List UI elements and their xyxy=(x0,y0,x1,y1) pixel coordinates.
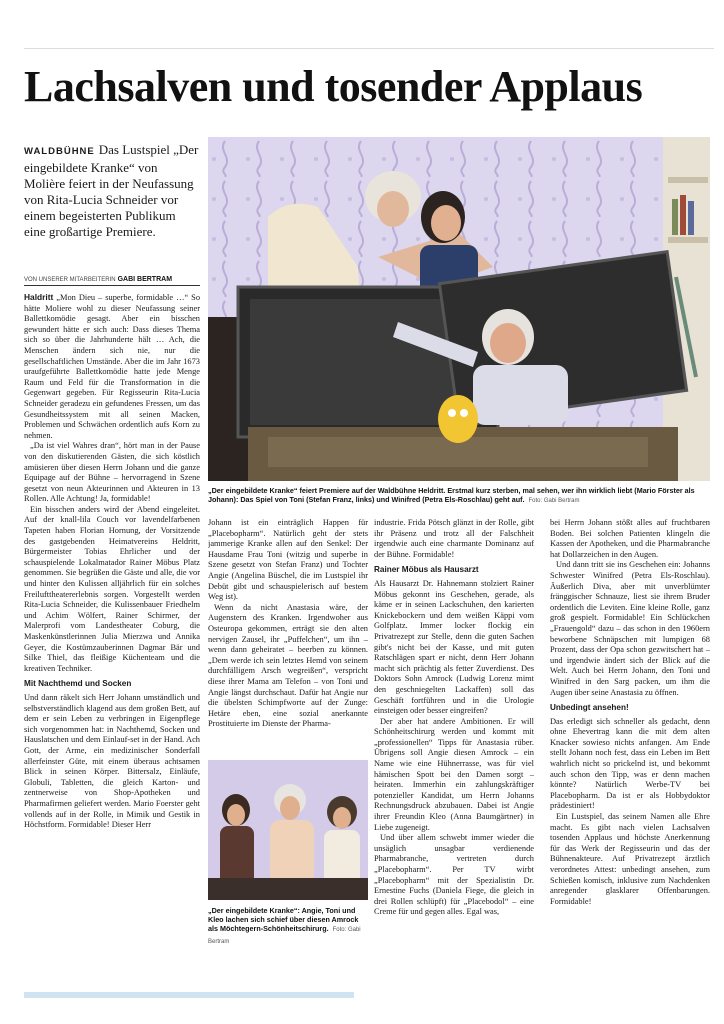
col4-paragraph: bei Herrn Johann stößt alles auf fruchtbaren Boden. Bei solchen Patienten klingeln die Kassen der Apotheken, und die Pharmabranche hat Dollarzeichen in den Augen. xyxy=(550,518,710,559)
main-photo-caption-text: „Der eingebildete Kranke“ feiert Premiere auf der Waldbühne Heldritt. Erstmal kurz sterben, mal sehen, wer ihn wirklich liebt (Mario Förster als Johann): Das Spiel von Toni (Stefan Franz, links) und Winifred (Petra Els-Roschlau) geht auf. xyxy=(208,486,695,505)
secondary-photo-caption-text: „Der eingebildete Kranke“: Angie, Toni und Kleo lachen sich schief über diesen Amrock als Möchtegern-Schönheitschirurg. xyxy=(208,906,359,934)
col1-paragraph: Und dann räkelt sich Herr Johann umständlich und selbstverständlich klagend aus dem großen Bett, auf dem er sein Leben zu verbringen in Eigenpflege sich vorgenommen hat: in Nachthemd, Socken und Hauslatschen und dem Einlauf-set in der Hand. Ach Gott, der Arme, ein medizinischer Sonderfall allerfeinster Güte, mit einem überaus achtsamen Blick in seinen Körper. Bittersalz, Einläufe, Globuli, Tabletten, die gleich Karton- und zentnerweise von Shop-Apotheken und Pharmafirmen geliefert werden. Mario Foerster geht vollends auf in der Rolle, in Mimik und Gestik in Höchstform. Formidable! Dieser Herr xyxy=(24,692,200,830)
main-photo-caption xyxy=(208,486,710,506)
secondary-photo-caption xyxy=(208,906,368,947)
byline-prefix: VON UNSERER MITARBEITERIN xyxy=(24,277,116,283)
subheading: Mit Nachthemd und Socken xyxy=(24,679,132,689)
secondary-photo-credit: Foto: Gabi Bertram xyxy=(208,927,361,945)
three-actors-illustration xyxy=(208,760,368,900)
col3-paragraph: Und über allem schwebt immer wieder die unsäglich unsagbar verdienende Pharmabranche, vertreten durch „Placebopharm“. Per TV wirbt „Placebopharm“ mit der Spezialistin Dr. Ernestine Fuchs (Daniela Fiege, die gleich in drei Rollen schlüpft) für „Placebodol“ – eine Creme für und gegen alles. Egal was, xyxy=(374,833,534,917)
article-column-3 xyxy=(374,518,534,954)
col2-paragraph: Johann ist ein einträglich Happen für „Placebopharm“. Natürlich geht der stets jammerige Kranke allen auf den Senkel: Der Hausdame Frau Toni (witzig und superbe in Szene gesetzt von Stefan Franz) und Tochter Angie (Angelina Büschel, die im Lustspiel ihr Debüt gibt und schauspielerisch auf bestem Weg ist). xyxy=(208,518,368,602)
byline xyxy=(24,276,200,286)
footer-bar xyxy=(24,992,354,998)
stage-scene-illustration xyxy=(208,137,710,481)
col4-paragraph: Ein Lustspiel, das seinem Namen alle Ehre macht. Es gibt nach vielen Lachsalven tosenden Applaus und höchste Anerkennung für das Werk der Regisseurin und das der Bühnenakteure. Auf Privatrezept ärztlich verordnetes Attest: unbedingt ansehen, zum Schießen komisch, inklusive zum Nachdenken anregender glasklarer Offenbarungen. Formidable! xyxy=(550,812,710,906)
secondary-photo xyxy=(208,760,368,900)
col4-paragraph: Das erledigt sich schneller als gedacht, denn ohne Ehevertrag kann die mit dem alten Knacker sowieso nichts anfangen. Am Ende stellt Johann noch fest, dass ein Leben im Bett wahrlich nicht so prickelnd ist, und bekommt auch schon den Tipp, was er denn machen könnte? Natürlich Werbe-TV bei Placebopharm. Da ist er als Hobbydoktor prädestiniert! xyxy=(550,716,710,811)
article-column-1 xyxy=(24,292,200,988)
col3-paragraph: Als Hausarzt Dr. Hahnemann stolziert Rainer Möbus gekonnt ins Geschehen, gerade, als käme er in seinen Lackschuhen, den karierten Knickebockern und dem weißen Käppi vom Golfplatz. Immer locker flockig ein Privatrezept zur Stelle, denn die guten Sachen gibt's nicht bei der Kasse, und mit guten Ratschlägen spart er nicht, denn Herr Johann macht sich prächtig als fetter Zuverdienst. Des Doktors Sohn Amrock (Ludwig Lorenz mimt den geschniegelten Lackaffen) soll das Geschäft fortführen und in die Urologie einsteigen oder besser eingreifen? xyxy=(374,578,534,716)
article-column-4 xyxy=(550,518,710,954)
lead-paragraph xyxy=(24,142,200,240)
col1-paragraph: „Mon Dieu – superbe, formidable …“ So hätte Moliere wohl zu dieser Neufassung seiner Ballettkomödie gesagt. Aber ein bisschen gewundert hätte er sich auch: Dass dieses Thema sich so über die Jahrhunderte hält … Ach, die Menschen ändern sich nie, nur die gesellschaftlichen Umstände. Aber die im Jahr 1673 uraufgeführte Ballettkomödie hatte jede Menge Raum und Feld für die Transformation in die Gegenwart gegeben. Für Regisseurin Rita-Lucia Schneider geradezu ein gefundenes Fressen, um das Gesundheitssystem mit all seinen Macken, Problemen und Schwächen ordentlich aufs Korn zu nehmen. xyxy=(24,293,200,440)
col2-paragraph: Wenn da nicht Anastasia wäre, der Augenstern des Kranken. Irgendwoher aus Osteuropa gekommen, erträgt sie den alten nervigen Zausel, ihr „Puffelchen“, um ihn – wenn dann geheiratet – beerben zu können. „Dem werde ich sein letztes Hemd von seinem durchfälligem Arsch wegreißen“, verspricht diese ihrer Mama am Telefon – von Toni und Angie längst durchschaut. Dafür hat Angie nur die übelsten Schimpfworte auf der Zunge: Hetäre eben, eine sozial anerkannte Prostituierte im Dienste der Pharma- xyxy=(208,602,368,729)
col3-paragraph: industrie. Frida Pötsch glänzt in der Rolle, gibt ihr Präsenz und trotz all der Falschheit irgendwie auch eine charmante Dominanz auf der Bühne. Formidable! xyxy=(374,518,534,559)
headline: Lachsalven und tosender Applaus xyxy=(24,62,643,111)
lead-text: Das Lustspiel „Der eingebildete Kranke“ von Molière feiert in der Neufassung von Rita-Lucia Schneider vor einem begeisterten Publikum eine großartige Premiere. xyxy=(24,142,199,239)
article-column-2 xyxy=(208,518,368,754)
byline-author: GABI BERTRAM xyxy=(117,276,173,283)
main-photo-credit: Foto: Gabi Bertram xyxy=(528,498,580,505)
kicker: WALDBÜHNE xyxy=(24,146,95,157)
dateline: Haldritt xyxy=(24,292,54,302)
main-photo xyxy=(208,137,710,481)
col1-paragraph: „Da ist viel Wahres dran“, hört man in der Pause von den diskutierenden Gästen, die sich köstlich amüsieren über diesen Herrn Johann und die ganze Equipage auf der Bühne – hervorragend in Szene gesetzt von neun Akteurinnen und Akteuren in 13 Rollen. Alle Achtung! Ja, formidable! xyxy=(24,441,200,504)
subheading: Rainer Möbus als Hausarzt xyxy=(374,565,479,575)
subheading: Unbedingt ansehen! xyxy=(550,703,629,713)
col3-paragraph: Der aber hat andere Ambitionen. Er will Schönheitschirurg werden und kommt mit „professionellen“ Tipps für Anastasia rüber. Übrigens soll Angie diesen Amrock – ein Name wie eine Hühnerrasse, was für viel hämischen Spott bei den Damen sorgt – heiraten. Immerhin ein zahlungskräftiger potenzieller Kandidat, um Herrn Johanns Rechnungsdruck abzubauen. Dabei ist Angie ihrer Freundin Kleo (Anna Baumgärtner) in Liebe zugeneigt. xyxy=(374,716,534,832)
col1-paragraph: Ein bisschen anders wird der Abend eingeleitet. Auf der knall-lila Couch vor lavendelfarbenen Tapeten haben Florian Hornung, der Vorsitzende des gastgebenden Heimatvereins Heldritt, Bürgermeister Tobias Ehrlicher und der schauspielende Lokalmatador Rainer Möbus Platz genommen. Sie begrüßen die Gäste und alle, die vor und hinter den Kulissen alljährlich für ein solches Freilufttheatererlebnis sorgen. Vorgestellt werden Rita-Lucia Schneider, die Kulissenbauer Friedhelm und Achim Wölfert, Rainer Schirmer, der Malerprofi vom Landestheater Coburg, die Maskenkünstlerinnen Julia Mierzwa und Annika Geyer, die Kostümzauberinnen Dagmar Bär und Silke Thiel, das fleißige Küchenteam und die kreativen Techniker. xyxy=(24,504,200,673)
col4-paragraph: Und dann tritt sie ins Geschehen ein: Johanns Schwester Winifred (Petra Els-Roschlau). Äußerlich Diva, aber mit unverblümter fränggischer Schnauze, liest sie ihrem Bruder ordentlich die Leviten. Eine kleine Rolle, ganz groß gespielt. Formidable! Ein Schlückchen „Frauengold“ dazu – das schon in den 1960ern beworbene Schnäpschen mit lumpigen 68 Prozent, dass der Opa schon gezwitschert hat – und irgendwie ändert sich der Blick auf die Welt. Auch bei Herrn Johann, den Toni und Winifred in den Sarg packen, um ihm die Augen über seine Anastasia zu öffnen. xyxy=(550,560,710,697)
top-rule xyxy=(24,48,714,49)
